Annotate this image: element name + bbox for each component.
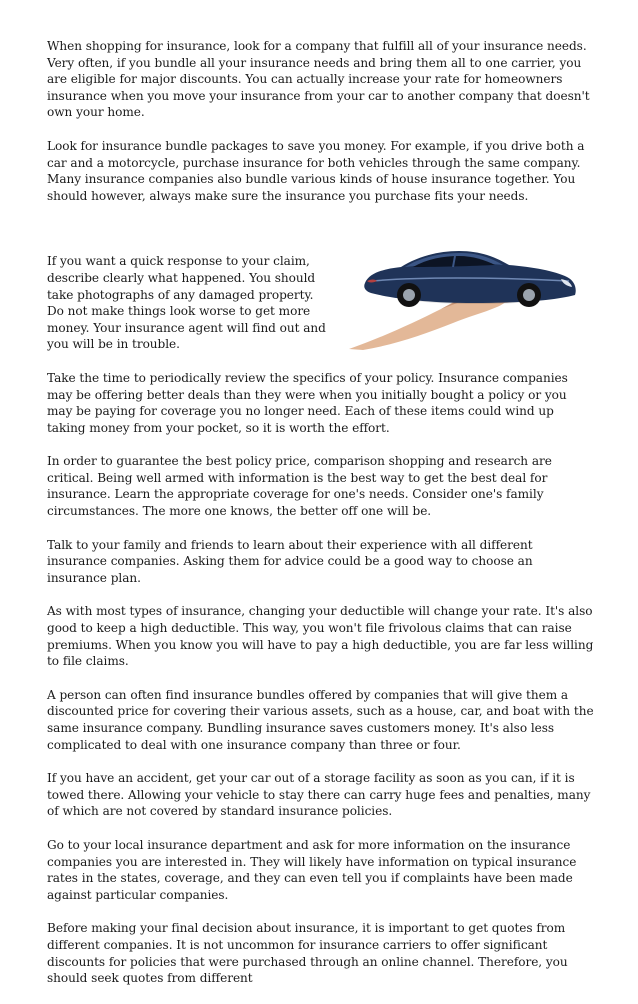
car-on-hand-icon <box>343 245 596 350</box>
paragraph-comparison-shopping: In order to guarantee the best policy price, comparison shopping and research are critical. Being well armed with information is the best way to get the best deal for insurance. Learn the appropriate coverage for one's needs. Consider one's family circumstances. The more one knows, the better off one will be. <box>47 454 552 519</box>
paragraph-insurance-department: Go to your local insurance department and ask for more information on the insurance companies you are interested in. They will likely have information on typical insurance rates in the states, coverage, and they can even tell you if complaints have been made against particular companies. <box>47 837 577 902</box>
paragraph-claim-response: If you want a quick response to your claim, describe clearly what happened. You should take photographs of any damaged property. Do not make things look worse to get more money. Your insurance agent will find out and you will be in trouble. <box>47 254 326 352</box>
paragraph-family-friends: Talk to your family and friends to learn about their experience with all different insurance companies. Asking them for advice could be a good way to choose an insurance plan. <box>47 537 533 585</box>
paragraph-accident-storage: If you have an accident, get your car out of a storage facility as soon as you can, if it is towed there. Allowing your vehicle to stay there can carry huge fees and penalties, many of which are not covered by standard insurance policies. <box>47 771 591 819</box>
paragraph-bundle-needs: When shopping for insurance, look for a company that fulfill all of your insurance needs. Very often, if you bundle all your insurance needs and bring them all to one carrier, you are eligible for major discounts. You can actually increase your rate for homeowners insurance when you move your insurance from your car to another company that doesn't own your home. <box>47 39 590 120</box>
paragraph-insurance-bundles: A person can often find insurance bundles offered by companies that will give them a discounted price for covering their various assets, such as a house, car, and boat with the same insurance company. Bundling insurance saves customers money. It's also less complicated to deal with one insurance company than three or four. <box>47 687 594 752</box>
paragraph-review-policy: Take the time to periodically review the specifics of your policy. Insurance companies may be offering better deals than they were when you initially bought a policy or you may be paying for coverage you no longer need. Each of these items could wind up taking money from your pocket, so it is worth the effort. <box>47 370 568 435</box>
paragraph-deductible: As with most types of insurance, changing your deductible will change your rate. It's also good to keep a high deductible. This way, you won't file frivolous claims that can raise premiums. When you know you will have to pay a high deductible, you are far less willing to file claims. <box>47 604 594 669</box>
document-page <box>47 38 595 1004</box>
paragraph-bundle-packages: Look for insurance bundle packages to save you money. For example, if you drive both a car and a motorcycle, purchase insurance for both vehicles through the same company. Many insurance companies also bundle various kinds of house insurance together. You should however, always make sure the insurance you purchase fits your needs. <box>47 138 585 203</box>
car-on-hand-image <box>343 245 596 350</box>
paragraph-final-decision: Before making your final decision about insurance, it is important to get quotes from different companies. It is not uncommon for insurance carriers to offer significant discounts for policies that were purchased through an online channel. Therefore, you should seek quotes from different <box>47 921 568 986</box>
